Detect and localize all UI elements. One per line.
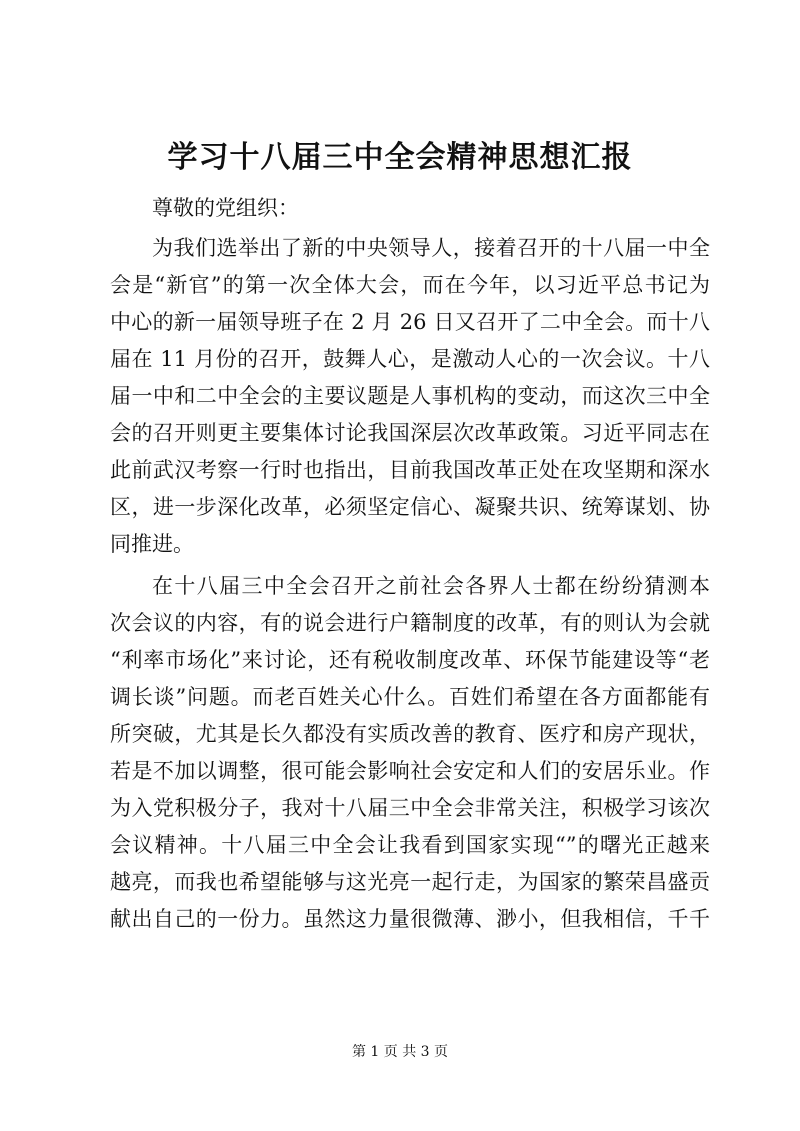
paragraph-2-line: 所突破，尤其是长久都没有实质改善的教育、医疗和房产现状， — [110, 722, 710, 746]
paragraph-2-line: “利率市场化”来讨论，还有税收制度改革、环保节能建设等“老 — [110, 648, 710, 672]
page-footer: 第 1 页 共 3 页 — [351, 1044, 449, 1060]
paragraph-2-line: 为入党积极分子，我对十八届三中全会非常关注，积极学习该次 — [110, 796, 710, 820]
paragraph-1-line: 中心的新一届领导班子在 2 月 26 日又召开了二中全会。而十八 — [110, 310, 710, 334]
paragraph-1-line: 同推进。 — [110, 532, 194, 556]
paragraph-1-line: 会是“新官”的第一次全体大会，而在今年，以习近平总书记为 — [110, 273, 710, 297]
paragraph-1-line: 为我们选举出了新的中央领导人，接着召开的十八届一中全 — [152, 236, 710, 260]
page-title: 学习十八届三中全会精神思想汇报 — [167, 140, 633, 175]
paragraph-2-line: 献出自己的一份力。虽然这力量很微薄、渺小，但我相信，千千 — [110, 907, 710, 931]
paragraph-2-line: 调长谈”问题。而老百姓关心什么。百姓们希望在各方面都能有 — [110, 685, 710, 709]
salutation: 尊敬的党组织： — [152, 196, 299, 220]
paragraph-2-line: 若是不加以调整，很可能会影响社会安定和人们的安居乐业。作 — [110, 759, 710, 783]
paragraph-1-line: 区，进一步深化改革，必须坚定信心、凝聚共识、统筹谋划、协 — [110, 495, 710, 519]
paragraph-2-line: 次会议的内容，有的说会进行户籍制度的改革，有的则认为会就 — [110, 611, 710, 635]
paragraph-1-line: 此前武汉考察一行时也指出，目前我国改革正处在攻坚期和深水 — [110, 458, 710, 482]
paragraph-1-line: 届在 11 月份的召开，鼓舞人心，是激动人心的一次会议。十八 — [110, 347, 710, 371]
paragraph-2-line: 在十八届三中全会召开之前社会各界人士都在纷纷猜测本 — [152, 574, 710, 598]
paragraph-2-line: 会议精神。十八届三中全会让我看到国家实现“”的曙光正越来 — [110, 833, 710, 857]
paragraph-1-line: 会的召开则更主要集体讨论我国深层次改革政策。习近平同志在 — [110, 421, 710, 445]
paragraph-2-line: 越亮，而我也希望能够与这光亮一起行走，为国家的繁荣昌盛贡 — [110, 870, 710, 894]
paragraph-1-line: 届一中和二中全会的主要议题是人事机构的变动，而这次三中全 — [110, 384, 710, 408]
